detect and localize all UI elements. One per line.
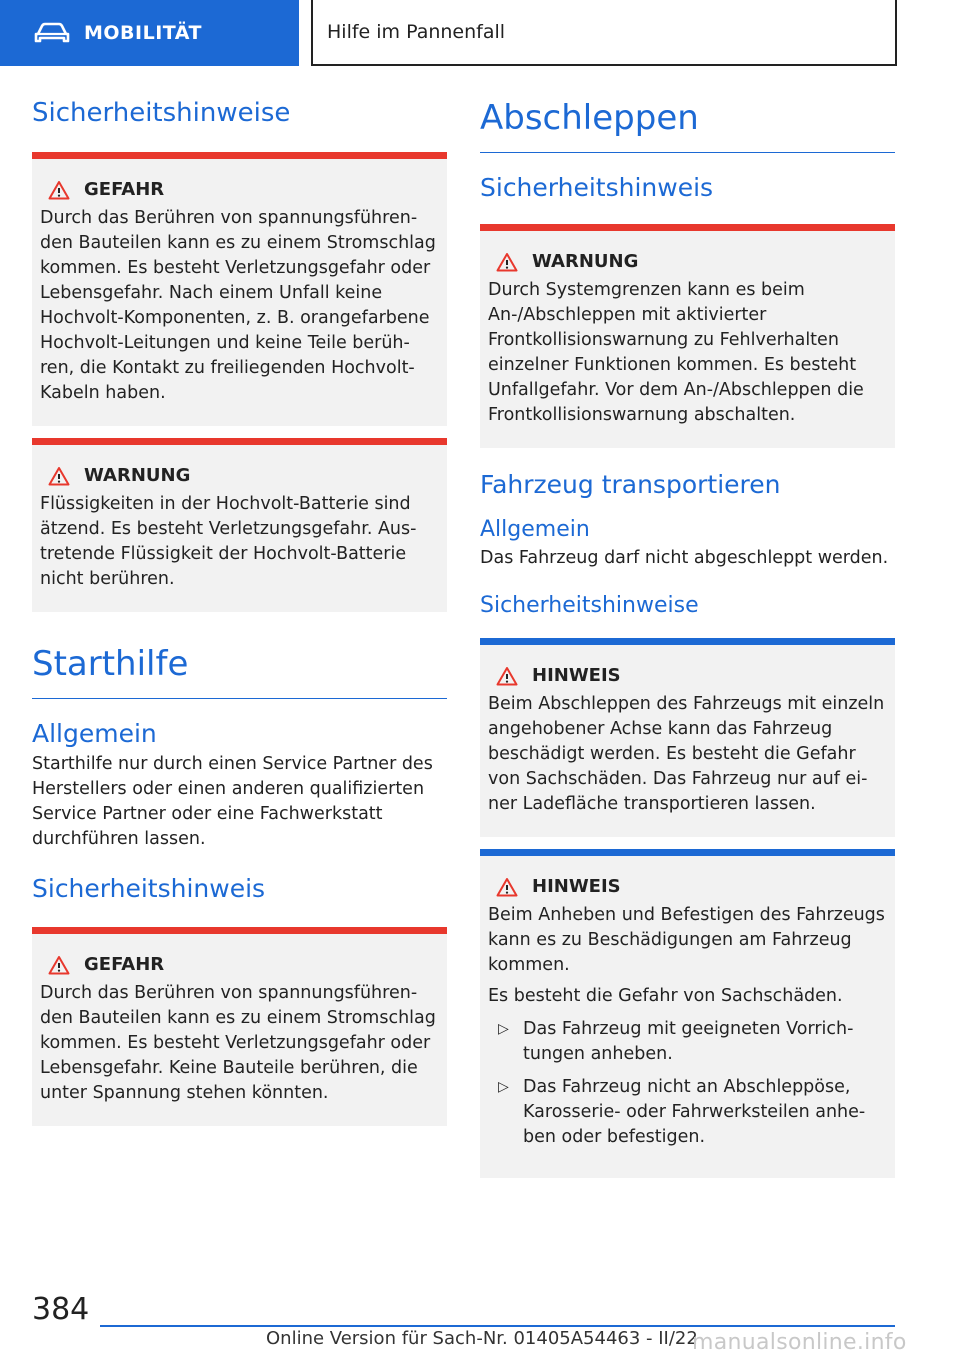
danger-label	[48, 179, 437, 200]
heading-safety-notes: Sicherheitshinweise	[480, 593, 699, 618]
notice-label	[496, 665, 885, 686]
danger-label	[48, 954, 437, 975]
warning-text: Flüssigkeiten in der Hochvolt-Batterie sind ätzend. Es besteht Verletzungsgefahr. Austretende Flüssigkeit der Hochvolt-Batterie nicht berühren.	[40, 494, 417, 589]
notice-text: Beim Abschleppen des Fahrzeugs mit einzeln angehobener Achse kann das Fahrzeug beschädigt werden. Es besteht die Gefahr von Sachschäden. Das Fahrzeug nur auf einer Ladefläche transportieren lassen.	[488, 694, 885, 814]
warning-triangle-icon	[48, 466, 70, 486]
notice-level: HINWEIS	[532, 876, 621, 897]
notice-text: Beim Anheben und Befestigen des Fahrzeugs kann es zu Beschädigungen am Fahrzeug kommen.	[488, 905, 885, 975]
heading-safety-notes: Sicherheitshinweise	[32, 98, 291, 128]
notice-box-2	[480, 849, 895, 1178]
notice-box-1	[480, 638, 895, 837]
left-column	[32, 96, 447, 1126]
danger-level: GEFAHR	[84, 179, 165, 200]
watermark: manualsonline.info	[692, 1330, 907, 1355]
danger-box-1	[32, 152, 447, 426]
warning-label	[48, 465, 437, 486]
notice-text-2: Es besteht die Gefahr von Sachschäden.	[488, 986, 843, 1006]
warning-level: WARNUNG	[532, 251, 639, 272]
danger-level: GEFAHR	[84, 954, 165, 975]
heading-safety-note: Sicherheitshinweis	[480, 173, 714, 202]
heading-starthilfe: Starthilfe	[32, 644, 447, 699]
list-item	[488, 1075, 885, 1150]
page-number: 384	[32, 1292, 90, 1327]
section-tab	[0, 0, 299, 66]
list-item-text: Das Fahrzeug mit geeigneten Vorrichtungen anheben.	[523, 1019, 854, 1064]
triangle-bullet-icon: ▷	[498, 1079, 509, 1095]
chapter-header	[311, 0, 897, 66]
heading-general: Allgemein	[32, 719, 157, 748]
notice-level: HINWEIS	[532, 665, 621, 686]
warning-triangle-icon	[496, 666, 518, 686]
notice-label	[496, 876, 885, 897]
general-text: Starthilfe nur durch einen Service Partner des Herstellers oder einen anderen qualifizierten Service Partner oder eine Fachwerkstatt durchführen lassen.	[32, 754, 433, 849]
triangle-bullet-icon: ▷	[498, 1021, 509, 1037]
warning-label	[496, 251, 885, 272]
warning-triangle-icon	[48, 955, 70, 975]
heading-transport: Fahrzeug transportieren	[480, 470, 781, 499]
danger-box-2	[32, 927, 447, 1126]
car-icon	[34, 22, 70, 44]
general-text: Das Fahrzeug darf nicht abgeschleppt werden.	[480, 548, 889, 568]
footer-divider	[100, 1325, 895, 1327]
section-title: MOBILITÄT	[84, 22, 202, 44]
warning-triangle-icon	[496, 877, 518, 897]
warning-box-2	[480, 224, 895, 448]
warning-level: WARNUNG	[84, 465, 191, 486]
heading-abschleppen: Abschleppen	[480, 96, 895, 153]
instruction-list	[488, 1017, 885, 1150]
warning-triangle-icon	[496, 252, 518, 272]
list-item	[488, 1017, 885, 1067]
danger-text: Durch das Berühren von spannungsführenden Bauteilen kann es zu einem Stromschlag kommen. Es besteht Verletzungsgefahr oder Lebensgefahr. Nach einem Unfall keine Hochvolt-Komponenten, z. B. orangefarbene Hochvolt-Leitungen und keine Teile berühren, die Kontakt zu freiliegenden Hochvolt-Kabeln haben.	[40, 208, 436, 403]
chapter-title: Hilfe im Pannenfall	[327, 21, 506, 43]
heading-safety-note: Sicherheitshinweis	[32, 874, 266, 903]
danger-text: Durch das Berühren von spannungsführenden Bauteilen kann es zu einem Stromschlag kommen. Es besteht Verletzungsgefahr oder Lebensgefahr. Keine Bauteile berühren, die unter Spannung stehen könnten.	[40, 983, 436, 1103]
list-item-text: Das Fahrzeug nicht an Abschleppöse, Karosserie- oder Fahrwerksteilen anheben oder befestigen.	[523, 1077, 866, 1147]
heading-general: Allgemein	[480, 517, 590, 542]
warning-triangle-icon	[48, 180, 70, 200]
warning-text: Durch Systemgrenzen kann es beim An-/Abschleppen mit aktivierter Frontkollisionswarnung zu Fehlverhalten einzelner Funktionen kommen. Es besteht Unfallgefahr. Vor dem An-/Abschleppen die Frontkollisionswarnung abschalten.	[488, 280, 864, 425]
footer-version: Online Version für Sach-Nr. 01405A54463 - II/22	[266, 1328, 698, 1349]
warning-box-1	[32, 438, 447, 612]
right-column	[480, 96, 895, 1178]
